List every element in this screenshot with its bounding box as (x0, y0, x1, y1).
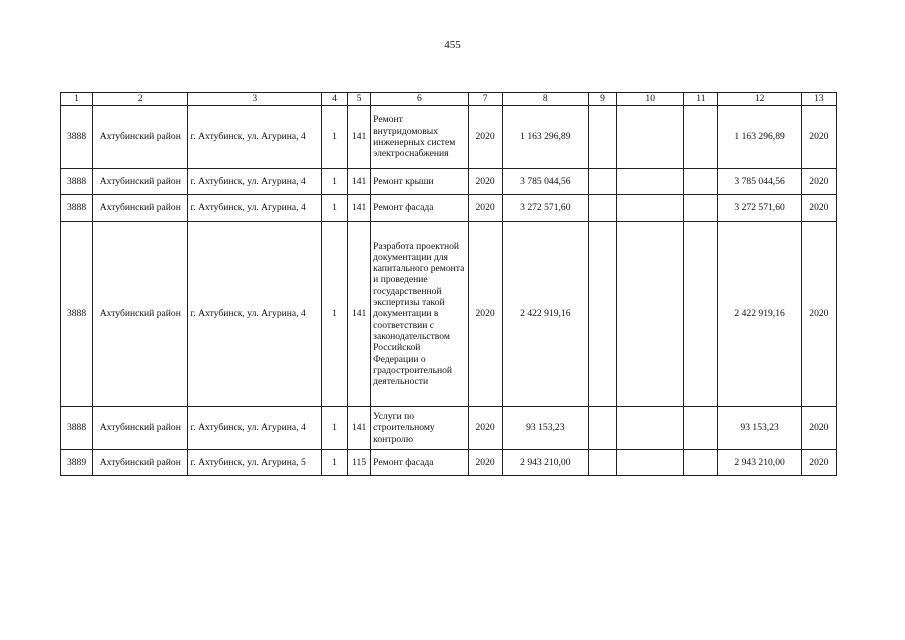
total-cell: 3 785 044,56 (718, 169, 801, 195)
year-end-cell: 2020 (801, 169, 836, 195)
col5-cell: 141 (348, 169, 371, 195)
total-cell: 1 163 296,89 (718, 106, 801, 169)
col4-cell: 1 (321, 222, 347, 407)
year-cell: 2020 (468, 222, 502, 407)
work-type-cell: Ремонт внутридомовых инженерных систем электроснабжения (371, 106, 468, 169)
table-row (61, 106, 837, 169)
col4-cell: 1 (321, 106, 347, 169)
table-row (61, 195, 837, 222)
col11-cell (684, 450, 718, 476)
year-end-cell: 2020 (801, 106, 836, 169)
col10-cell (617, 106, 684, 169)
district-cell: Ахтубинский район (93, 450, 188, 476)
column-header: 5 (348, 93, 371, 106)
district-cell: Ахтубинский район (93, 407, 188, 450)
column-header: 6 (371, 93, 468, 106)
year-end-cell: 2020 (801, 222, 836, 407)
row-id: 3888 (61, 106, 93, 169)
cost-cell: 2 943 210,00 (502, 450, 588, 476)
table-row (61, 407, 837, 450)
col5-cell: 141 (348, 195, 371, 222)
year-cell: 2020 (468, 195, 502, 222)
work-type-cell: Услуги по строительному контролю (371, 407, 468, 450)
col11-cell (684, 169, 718, 195)
col10-cell (617, 222, 684, 407)
table-row (61, 450, 837, 476)
table-row (61, 169, 837, 195)
registry-table (60, 92, 837, 476)
address-cell: г. Ахтубинск, ул. Агурина, 4 (188, 195, 322, 222)
page-number: 455 (444, 39, 461, 51)
work-type-cell: Ремонт крыши (371, 169, 468, 195)
col4-cell: 1 (321, 195, 347, 222)
total-cell: 2 422 919,16 (718, 222, 801, 407)
address-cell: г. Ахтубинск, ул. Агурина, 4 (188, 222, 322, 407)
column-header: 10 (617, 93, 684, 106)
year-end-cell: 2020 (801, 407, 836, 450)
header-row (61, 93, 837, 106)
district-cell: Ахтубинский район (93, 169, 188, 195)
column-header: 1 (61, 93, 93, 106)
col9-cell (588, 407, 616, 450)
total-cell: 2 943 210,00 (718, 450, 801, 476)
address-cell: г. Ахтубинск, ул. Агурина, 5 (188, 450, 322, 476)
col4-cell: 1 (321, 169, 347, 195)
cost-cell: 1 163 296,89 (502, 106, 588, 169)
column-header: 11 (684, 93, 718, 106)
column-header: 7 (468, 93, 502, 106)
col10-cell (617, 407, 684, 450)
cost-cell: 3 272 571,60 (502, 195, 588, 222)
col4-cell: 1 (321, 450, 347, 476)
row-id: 3888 (61, 169, 93, 195)
col5-cell: 115 (348, 450, 371, 476)
col9-cell (588, 169, 616, 195)
column-header: 8 (502, 93, 588, 106)
district-cell: Ахтубинский район (93, 222, 188, 407)
table-row (61, 222, 837, 407)
column-header: 3 (188, 93, 322, 106)
year-end-cell: 2020 (801, 450, 836, 476)
row-id: 3888 (61, 222, 93, 407)
cost-cell: 3 785 044,56 (502, 169, 588, 195)
column-header: 12 (718, 93, 801, 106)
col9-cell (588, 195, 616, 222)
col11-cell (684, 222, 718, 407)
col4-cell: 1 (321, 407, 347, 450)
address-cell: г. Ахтубинск, ул. Агурина, 4 (188, 407, 322, 450)
col9-cell (588, 450, 616, 476)
col9-cell (588, 222, 616, 407)
column-header: 2 (93, 93, 188, 106)
col10-cell (617, 195, 684, 222)
total-cell: 3 272 571,60 (718, 195, 801, 222)
address-cell: г. Ахтубинск, ул. Агурина, 4 (188, 169, 322, 195)
col10-cell (617, 169, 684, 195)
cost-cell: 2 422 919,16 (502, 222, 588, 407)
col5-cell: 141 (348, 106, 371, 169)
work-type-cell: Ремонт фасада (371, 450, 468, 476)
total-cell: 93 153,23 (718, 407, 801, 450)
column-header: 9 (588, 93, 616, 106)
work-type-cell: Ремонт фасада (371, 195, 468, 222)
year-cell: 2020 (468, 407, 502, 450)
year-cell: 2020 (468, 106, 502, 169)
column-header: 4 (321, 93, 347, 106)
year-cell: 2020 (468, 169, 502, 195)
col11-cell (684, 195, 718, 222)
work-type-cell: Разработа проектной документации для капитального ремонта и проведение государственной экспертизы такой документации в соответствии с законодательством Российской Федерации о градостроительной деятельности (371, 222, 468, 407)
cost-cell: 93 153,23 (502, 407, 588, 450)
col9-cell (588, 106, 616, 169)
col5-cell: 141 (348, 407, 371, 450)
district-cell: Ахтубинский район (93, 106, 188, 169)
district-cell: Ахтубинский район (93, 195, 188, 222)
col11-cell (684, 106, 718, 169)
row-id: 3888 (61, 195, 93, 222)
col10-cell (617, 450, 684, 476)
row-id: 3889 (61, 450, 93, 476)
year-cell: 2020 (468, 450, 502, 476)
col11-cell (684, 407, 718, 450)
column-header: 13 (801, 93, 836, 106)
address-cell: г. Ахтубинск, ул. Агурина, 4 (188, 106, 322, 169)
col5-cell: 141 (348, 222, 371, 407)
row-id: 3888 (61, 407, 93, 450)
year-end-cell: 2020 (801, 195, 836, 222)
